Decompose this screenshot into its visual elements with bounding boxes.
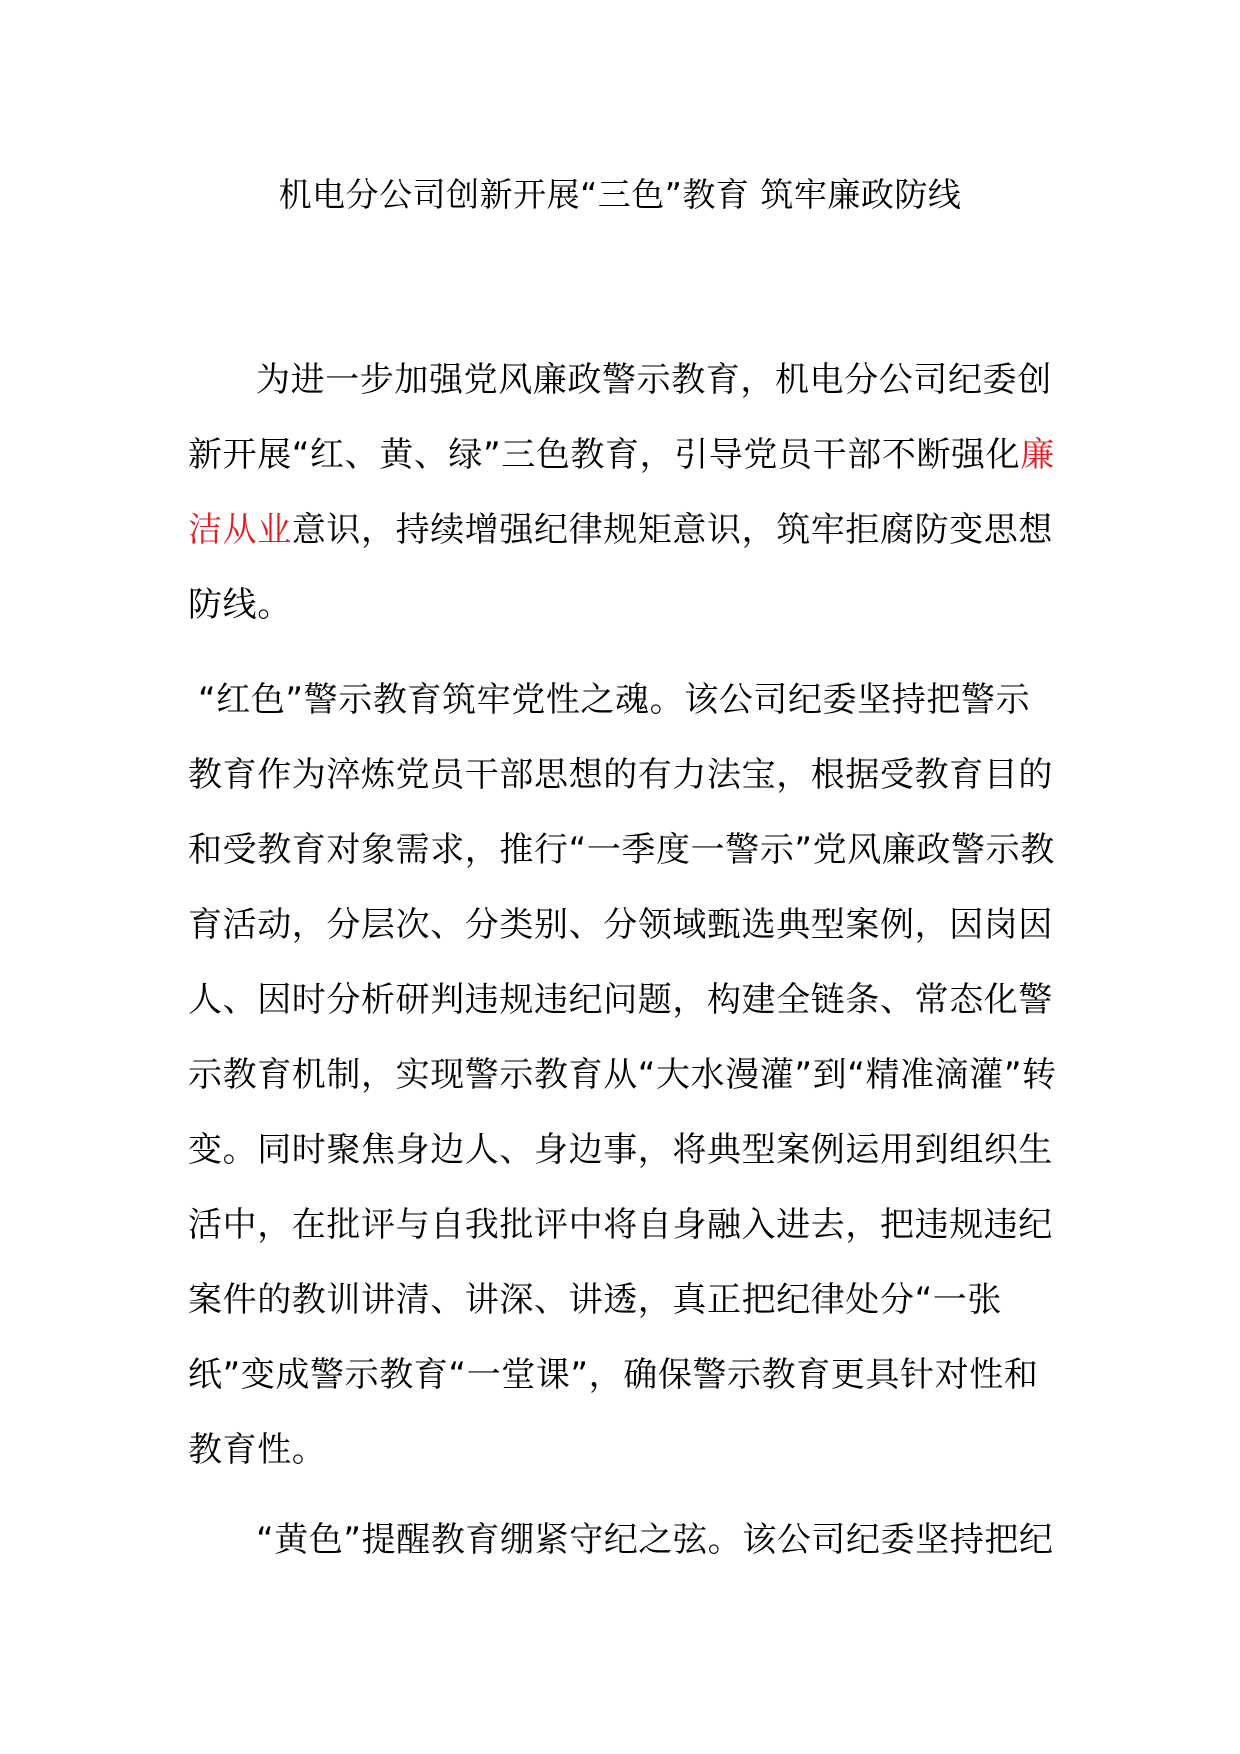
paragraph-intro-text-before: 为进一步加强党风廉政警示教育，机电分公司纪委创新开展“红、黄、绿”三色教育，引导党员干部不断强化 — [188, 360, 1052, 475]
paragraph-intro-text-after: 意识，持续增强纪律规矩意识，筑牢拒腐防变思想防线。 — [188, 510, 1054, 625]
paragraph-red-education: “红色”警示教育筑牢党性之魂。该公司纪委坚持把警示教育作为淬炼党员干部思想的有力法宝，根据受教育目的和受教育对象需求，推行“一季度一警示”党风廉政警示教育活动，分层次、分类别、分领域甄选典型案例，因岗因人、因时分析研判违规违纪问题，构建全链条、常态化警示教育机制，实现警示教育从“大水漫灌”到“精准滴灌”转变。同时聚焦身边人、身边事，将典型案例运用到组织生活中，在批评与自我批评中将自身融入进去，把违规违纪案件的教训讲清、讲深、讲透，真正把纪律处分“一张纸”变成警示教育“一堂课”，确保警示教育更具针对性和教育性。 — [188, 680, 1057, 1470]
document-title: 机电分公司创新开展“三色”教育 筑牢廉政防线 — [278, 175, 962, 214]
paragraph-intro — [188, 343, 1058, 643]
paragraph-yellow-education: “黄色”提醒教育绷紧守纪之弦。该公司纪委坚持把纪 — [256, 1520, 1054, 1560]
highlighted-phrase: 廉洁从业 — [188, 435, 1055, 550]
